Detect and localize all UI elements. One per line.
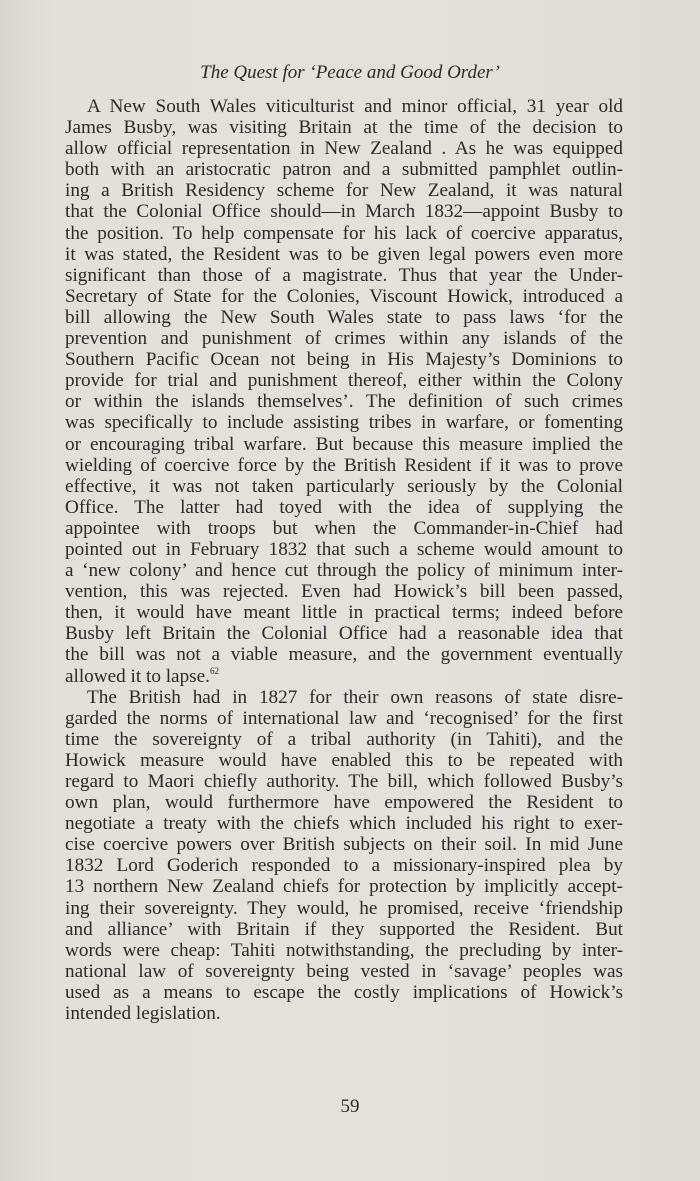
paragraph: [65, 687, 623, 1025]
text-line: [65, 328, 623, 349]
text-line: [65, 898, 623, 919]
line-text: and alliance’ with Britain if they supported the Resident. But: [65, 918, 623, 940]
text-line: [65, 180, 623, 201]
line-text: or encouraging tribal warfare. But because this measure implied the: [65, 433, 623, 455]
line-text: effective, it was not taken particularly seriously by the Colonial: [65, 475, 623, 497]
text-line: [65, 138, 623, 159]
text-line: [65, 1003, 623, 1024]
line-text: Howick measure would have enabled this to be repeated with: [65, 749, 623, 771]
line-text: 1832 Lord Goderich responded to a missionary-inspired plea by: [65, 855, 623, 877]
text-line: [65, 370, 623, 391]
text-line: [65, 729, 623, 750]
text-line: [65, 223, 623, 244]
text-line: [65, 602, 623, 623]
text-line: [65, 581, 623, 602]
line-text: wielding of coercive force by the British Resident if it was to prove: [65, 454, 623, 476]
line-text: provide for trial and punishment thereof, either within the Colony: [65, 370, 623, 392]
line-text: Busby left Britain the Colonial Office had a reasonable idea that: [65, 623, 623, 645]
line-text: the bill was not a viable measure, and the government eventually: [65, 644, 623, 666]
line-text: prevention and punishment of crimes within any islands of the: [65, 328, 623, 350]
text-line: [65, 961, 623, 982]
line-text: pointed out in February 1832 that such a scheme would amount to: [65, 538, 623, 560]
line-text: it was stated, the Resident was to be given legal powers even more: [65, 243, 623, 265]
line-text: then, it would have meant little in practical terms; indeed before: [65, 602, 623, 624]
text-line: [65, 244, 623, 265]
line-text: The British had in 1827 for their own reasons of state disre-: [87, 686, 623, 708]
text-line: [65, 687, 623, 708]
line-text: intended legislation.: [65, 1003, 221, 1025]
text-line: [65, 940, 623, 961]
page-number: 59: [340, 1096, 360, 1117]
running-header: The Quest for ‘Peace and Good Order’: [200, 62, 500, 83]
body-text: [65, 96, 623, 1024]
line-text: Secretary of State for the Colonies, Viscount Howick, introduced a: [65, 285, 623, 307]
text-line: [65, 539, 623, 560]
text-line: [65, 476, 623, 497]
text-line: [65, 560, 623, 581]
line-text: allow official representation in New Zealand . As he was equipped: [65, 138, 623, 160]
line-text: words were cheap: Tahiti notwithstanding, the precluding by inter-: [65, 939, 623, 961]
line-text: a ‘new colony’ and hence cut through the policy of minimum inter-: [65, 560, 623, 582]
text-line: [65, 434, 623, 455]
line-text: A New South Wales viticulturist and minor official, 31 year old: [87, 96, 623, 117]
text-line: [65, 96, 623, 117]
text-line: [65, 982, 623, 1003]
text-line: [65, 750, 623, 771]
line-text: the position. To help compensate for his lack of coercive apparatus,: [65, 222, 623, 244]
text-line: [65, 771, 623, 792]
text-line: [65, 201, 623, 222]
text-line: [65, 792, 623, 813]
line-text: regard to Maori chiefly authority. The bill, which followed Busby’s: [65, 771, 623, 792]
text-line: [65, 391, 623, 412]
line-text: national law of sovereignty being vested in ‘savage’ peoples was: [65, 960, 623, 982]
text-line: [65, 644, 623, 665]
line-text: garded the norms of international law and ‘recognised’ for the first: [65, 707, 623, 729]
line-text: bill allowing the New South Wales state to pass laws ‘for the: [65, 306, 623, 328]
line-text: time the sovereignty of a tribal authority (in Tahiti), and the: [65, 728, 623, 750]
text-line: [65, 117, 623, 138]
line-text: vention, this was rejected. Even had Howick’s bill been passed,: [65, 581, 623, 603]
line-text: own plan, would furthermore have empowered the Resident to: [65, 792, 623, 814]
text-line: [65, 834, 623, 855]
line-text: Southern Pacific Ocean not being in His Majesty’s Dominions to: [65, 349, 623, 371]
text-line: [65, 623, 623, 644]
text-line: [65, 349, 623, 370]
text-line: [65, 518, 623, 539]
line-text: appointee with troops but when the Commander-in-Chief had: [65, 517, 623, 539]
line-text: both with an aristocratic patron and a submitted pamphlet outlin-: [65, 159, 623, 181]
line-text: allowed it to lapse.: [65, 665, 210, 687]
line-text: ing their sovereignty. They would, he promised, receive ‘friendship: [65, 897, 623, 919]
line-text: significant than those of a magistrate. Thus that year the Under-: [65, 264, 623, 286]
line-text: that the Colonial Office should—in March 1832—appoint Busby to: [65, 201, 623, 223]
line-text: Office. The latter had toyed with the idea of supplying the: [65, 496, 623, 518]
text-line: [65, 159, 623, 180]
text-line: [65, 265, 623, 286]
text-line: [65, 412, 623, 433]
text-line: [65, 876, 623, 897]
text-line: [65, 855, 623, 876]
text-line: [65, 497, 623, 518]
line-text: 13 northern New Zealand chiefs for protection by implicitly accept-: [65, 876, 623, 898]
line-text: negotiate a treaty with the chiefs which included his right to exer-: [65, 813, 623, 835]
text-line: [65, 455, 623, 476]
line-text: James Busby, was visiting Britain at the time of the decision to: [65, 117, 623, 139]
line-text: was specifically to include assisting tribes in warfare, or fomenting: [65, 412, 623, 434]
line-text: cise coercive powers over British subjects on their soil. In mid June: [65, 834, 623, 856]
paragraph: [65, 96, 623, 687]
text-line: [65, 813, 623, 834]
text-line: [65, 286, 623, 307]
line-text: or within the islands themselves’. The definition of such crimes: [65, 391, 623, 413]
text-line: [65, 708, 623, 729]
text-line: [65, 666, 623, 687]
text-line: [65, 919, 623, 940]
footnote-marker: 62: [209, 665, 219, 676]
text-line: [65, 307, 623, 328]
line-text: used as a means to escape the costly implications of Howick’s: [65, 981, 623, 1003]
line-text: ing a British Residency scheme for New Zealand, it was natural: [65, 180, 623, 202]
